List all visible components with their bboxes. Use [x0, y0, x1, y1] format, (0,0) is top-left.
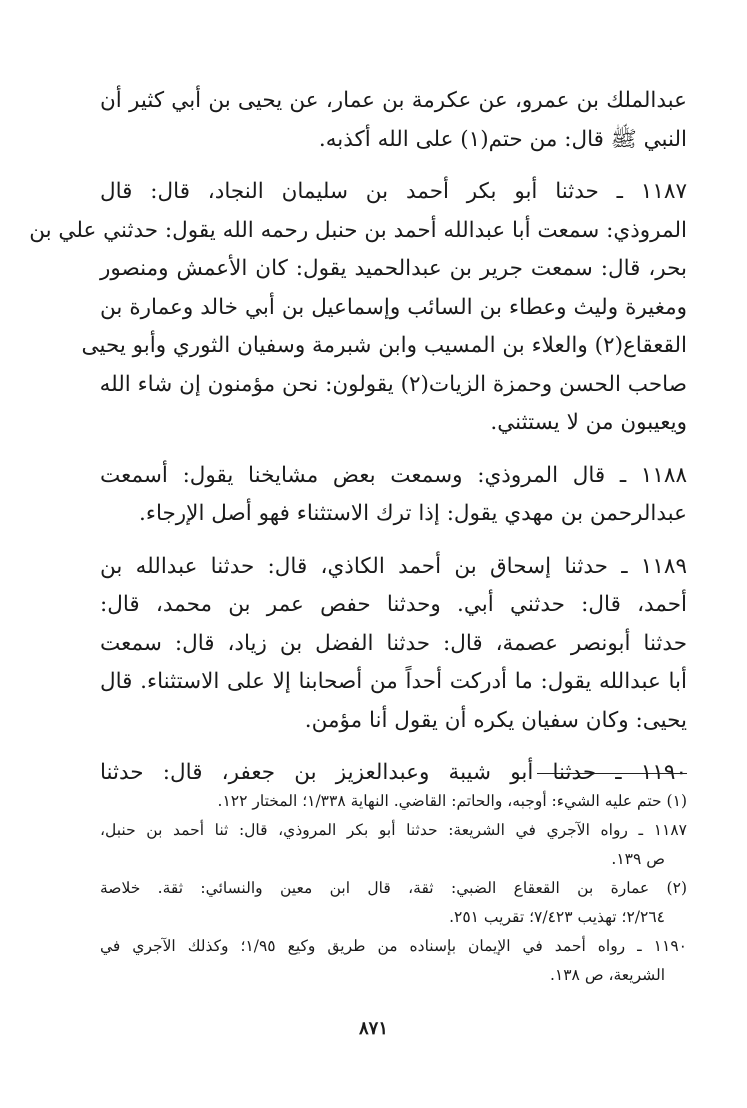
footnote-1187	[100, 816, 687, 874]
text-line: ١١٨٨ ـ قال المروذي: وسمعت بعض مشايخنا يقول: أسمعت	[100, 462, 687, 488]
footnote-line: ص ١٣٩.	[611, 850, 665, 868]
footnote-1190	[100, 932, 687, 990]
text-line: صاحب الحسن وحمزة الزيات(٢) يقولون: نحن مؤمنون إن شاء الله	[99, 371, 687, 397]
main-text	[29, 82, 687, 807]
text-line: ويعيبون من لا يستثني.	[490, 410, 687, 435]
text-line: عبدالملك بن عمرو، عن عكرمة بن عمار، عن يحيى بن أبي كثير أن	[100, 88, 687, 113]
text-line: المروذي: سمعت أبا عبدالله أحمد بن حنبل رحمه الله يقول: حدثني علي بن	[29, 217, 687, 243]
text-line: ١١٨٧ ـ حدثنا أبو بكر أحمد بن سليمان النجاد، قال: قال	[100, 179, 687, 204]
footnote-line: ١١٨٧ ـ رواه الآجري في الشريعة: حدثنا أبو بكر المروذي، قال: ثنا أحمد بن حنبل،	[100, 821, 687, 839]
text-line: القعقاع(٢) والعلاء بن المسيب وابن شبرمة وسفيان الثوري وأبو يحيى	[81, 333, 687, 358]
page-number: ٨٧١	[358, 1018, 388, 1039]
text-line: حدثنا أبونصر عصمة، قال: حدثنا الفضل بن زياد، قال: سمعت	[100, 630, 687, 656]
text-line: النبي ﷺ قال: من حتم(١) على الله أكذبه.	[318, 126, 687, 152]
paragraph-intro	[100, 82, 687, 159]
paragraph-1188	[100, 457, 687, 534]
footnote-line: (٢) عمارة بن القعقاع الضبي: ثقة، قال ابن معين والنسائي: ثقة. خلاصة	[100, 879, 687, 897]
text-line: ومغيرة وليث وعطاء بن السائب وإسماعيل بن أبي خالد وعمارة بن	[100, 294, 687, 320]
text-line: ١١٩٠ ـ حدثنا أبو شيبة وعبدالعزيز بن جعفر، قال: حدثنا	[100, 760, 687, 785]
footnotes	[100, 787, 687, 990]
paragraph-1187	[29, 173, 687, 443]
text-line: بحر، قال: سمعت جرير بن عبدالحميد يقول: كان الأعمش ومنصور	[100, 256, 687, 281]
text-line: يحيى: وكان سفيان يكره أن يقول أنا مؤمن.	[304, 707, 687, 733]
footnote-1	[100, 787, 687, 816]
footnote-line: الشريعة، ص ١٣٨.	[549, 966, 665, 984]
footnote-line: (١) حتم عليه الشيء: أوجبه، والحاتم: القاضي. النهاية ١/٣٣٨؛ المختار ١٢٢.	[217, 792, 687, 810]
footnote-line: ٢/٢٦٤؛ تهذيب ٧/٤٢٣؛ تقريب ٢٥١.	[449, 908, 665, 926]
paragraph-1189	[100, 548, 687, 741]
footnote-divider	[537, 773, 687, 774]
text-line: أحمد، قال: حدثني أبي. وحدثنا حفص عمر بن محمد، قال:	[100, 592, 687, 617]
text-line: عبدالرحمن بن مهدي يقول: إذا ترك الاستثناء فهو أصل الإرجاء.	[139, 501, 687, 526]
text-line: أبا عبدالله يقول: ما أدركت أحداً من أصحابنا إلا على الاستثناء. قال	[100, 669, 687, 694]
footnote-2	[100, 874, 687, 932]
text-line: ١١٨٩ ـ حدثنا إسحاق بن أحمد الكاذي، قال: حدثنا عبدالله بن	[100, 553, 687, 579]
footnote-line: ١١٩٠ ـ رواه أحمد في الإيمان بإسناده من طريق وكيع ١/٩٥؛ وكذلك الآجري في	[100, 937, 687, 955]
